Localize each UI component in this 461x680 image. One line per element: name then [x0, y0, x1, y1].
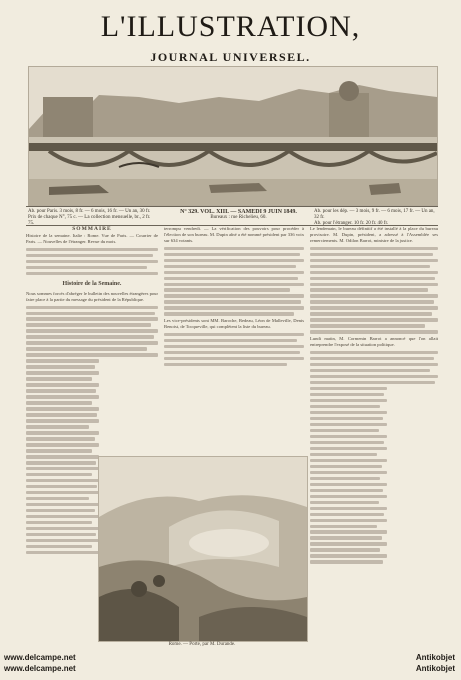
price-paris: Ab. pour Paris. 3 mois, 8 fr. — 6 mois, 16 fr. — Un an, 30 fr. [28, 209, 151, 214]
price-foreign: Ab. pour l'étranger. 10 fr. 20 fr. 40 fr. [314, 221, 389, 226]
info-right [314, 209, 436, 227]
right-text-lines [310, 247, 438, 334]
issue-number: N° 329. VOL. XIII. — SAMEDI 9 JUIN 1849. [180, 209, 297, 215]
watermark-right-1: Antikobjet [415, 653, 455, 662]
sommaire-title: SOMMAIRE [72, 226, 112, 232]
bridge-engraving-drawing [29, 67, 437, 205]
info-left [28, 209, 156, 227]
watermark-right-2: Antikobjet [415, 664, 455, 673]
watermark-right [416, 652, 455, 674]
masthead-subtitle: JOURNAL UNIVERSEL. [150, 50, 311, 64]
mid-text-lines-2 [164, 333, 304, 366]
right-text-2: Lundi matin, M. Cormenin Barrot a annoncé que l'on allait entreprendre l'exposé de la situation politique. [310, 336, 438, 348]
city-view-engraving [98, 456, 308, 642]
watermark-left [4, 652, 76, 674]
bridge-engraving [28, 66, 438, 206]
left-lead-text: Nous sommes forcés d'abréger le bulletin des nouvelles étrangères pour faire place à la partie du message du président de la République. [26, 290, 158, 302]
masthead-title: L'ILLUSTRATION, [100, 10, 361, 43]
subscription-info-bar [26, 206, 438, 226]
office-address: Bureaux : rue Richelieu, 60. [210, 215, 267, 220]
sommaire-lines [26, 248, 158, 275]
watermark-left-1: www.delcampe.net [4, 653, 76, 662]
right-column [310, 226, 438, 566]
watermark-left-2: www.delcampe.net [4, 664, 76, 673]
price-issue: Prix de chaque N°, 75 c. — La collection mensuelle, br., 2 fr. 75. [28, 215, 151, 226]
section-heading: Histoire de la Semaine. [62, 280, 122, 287]
sommaire-text: Histoire de la semaine. Italie : Rome. Vue de Paris. — Courrier de Paris. — Nouvelles de l'étranger. Revue du mois. [26, 233, 158, 244]
mid-text-lines [164, 247, 304, 316]
info-center [166, 209, 311, 221]
right-text-lines-2 [310, 351, 438, 564]
mid-text-2: Les vice-présidents sont MM. Baroche, Bedeau, Léon de Malleville, Denis Benoist, de Tocqueville, qui complètent la liste du bureau. [164, 318, 304, 330]
mid-text: terrompu vendredi. — La vérification des pouvoirs pour procéder à l'élection de son bureau. M. Dupin aîné a été nommé président par 336 voix sur 634 votants. [164, 226, 304, 243]
right-text: Le lendemain, le bureau définitif a été installé à la place du bureau provisoire. M. Dupin, président, a adressé à l'Assemblée ses remerciements. M. Odilon Barrot, ministre de la justice. [310, 226, 438, 243]
engraving-caption: Rome. — Porte, par M. Durande. [168, 642, 236, 647]
middle-column [164, 226, 304, 369]
price-departments: Ab. pour les dép. — 3 mois, 9 fr. — 6 mois, 17 fr. — Un an, 32 fr. [314, 209, 435, 220]
city-view-drawing [99, 457, 307, 641]
